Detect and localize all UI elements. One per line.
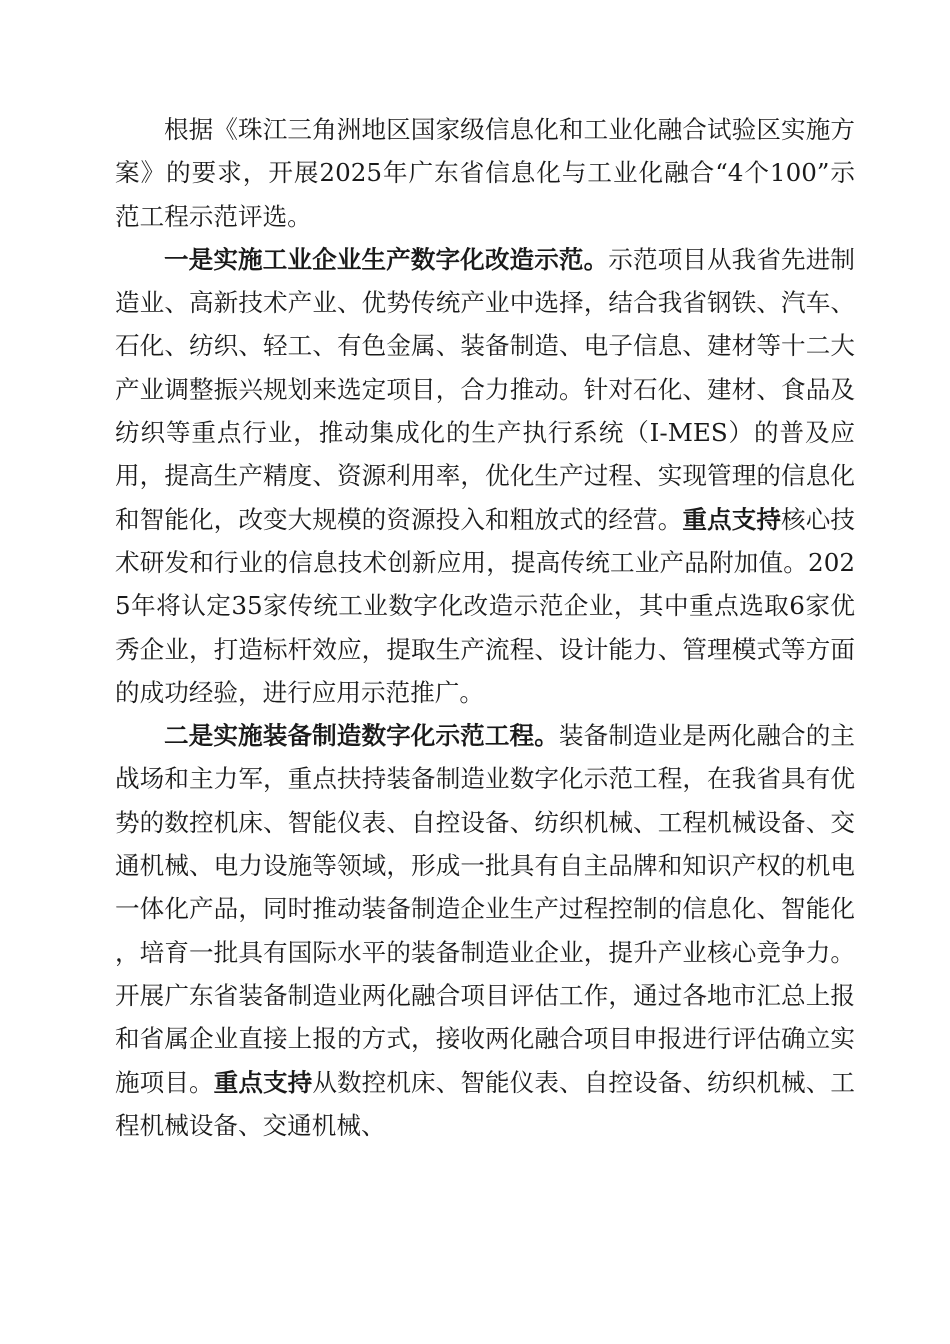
section-one-key-support: 重点支持 — [682, 504, 782, 534]
section-two-body-continued: 从数控机床、智能仪表、自控设备、纺织机械、工程机械设备、交通机械、 — [115, 1067, 855, 1140]
section-one-body: 示范项目从我省先进制造业、高新技术产业、优势传统产业中选择，结合我省钢铁、汽车、石化、纺织、轻工、有色金属、装备制造、电子信息、建材等十二大产业调整振兴规划来选定项目，合力推动。针对石化、建材、食品及纺织等重点行业，推动集成化的生产执行系统（I-MES）的普及应用，提高生产精度、资源利用率，优化生产过程、实现管理的信息化和智能化，改变大规模的资源投入和粗放式的经营。 — [115, 244, 855, 534]
paragraph-equipment-manufacturing — [115, 714, 855, 1147]
section-two-key-support: 重点支持 — [213, 1067, 313, 1097]
paragraph-intro — [115, 108, 855, 238]
intro-text: 根据《珠江三角洲地区国家级信息化和工业化融合试验区实施方案》的要求，开展2025年广东省信息化与工业化融合“4个100”示范工程示范评选。 — [115, 115, 855, 231]
section-one-body-continued: 核心技术研发和行业的信息技术创新应用，提高传统工业产品附加值。2025年将认定35家传统工业数字化改造示范企业，其中重点选取6家优秀企业，打造标杆效应，提取生产流程、设计能力、管理模式等方面的成功经验，进行应用示范推广。 — [115, 504, 855, 707]
paragraph-digital-transformation — [115, 238, 855, 714]
section-heading-one: 一是实施工业企业生产数字化改造示范。 — [164, 244, 609, 274]
document-body — [115, 108, 855, 1147]
section-heading-two: 二是实施装备制造数字化示范工程。 — [164, 721, 559, 751]
section-two-body: 装备制造业是两化融合的主战场和主力军，重点扶持装备制造业数字化示范工程，在我省具有优势的数控机床、智能仪表、自控设备、纺织机械、工程机械设备、交通机械、电力设施等领域，形成一批具有自主品牌和知识产权的机电一体化产品，同时推动装备制造企业生产过程控制的信息化、智能化，培育一批具有国际水平的装备制造业企业，提升产业核心竞争力。开展广东省装备制造业两化融合项目评估工作，通过各地市汇总上报和省属企业直接上报的方式，接收两化融合项目申报进行评估确立实施项目。 — [115, 721, 855, 1097]
